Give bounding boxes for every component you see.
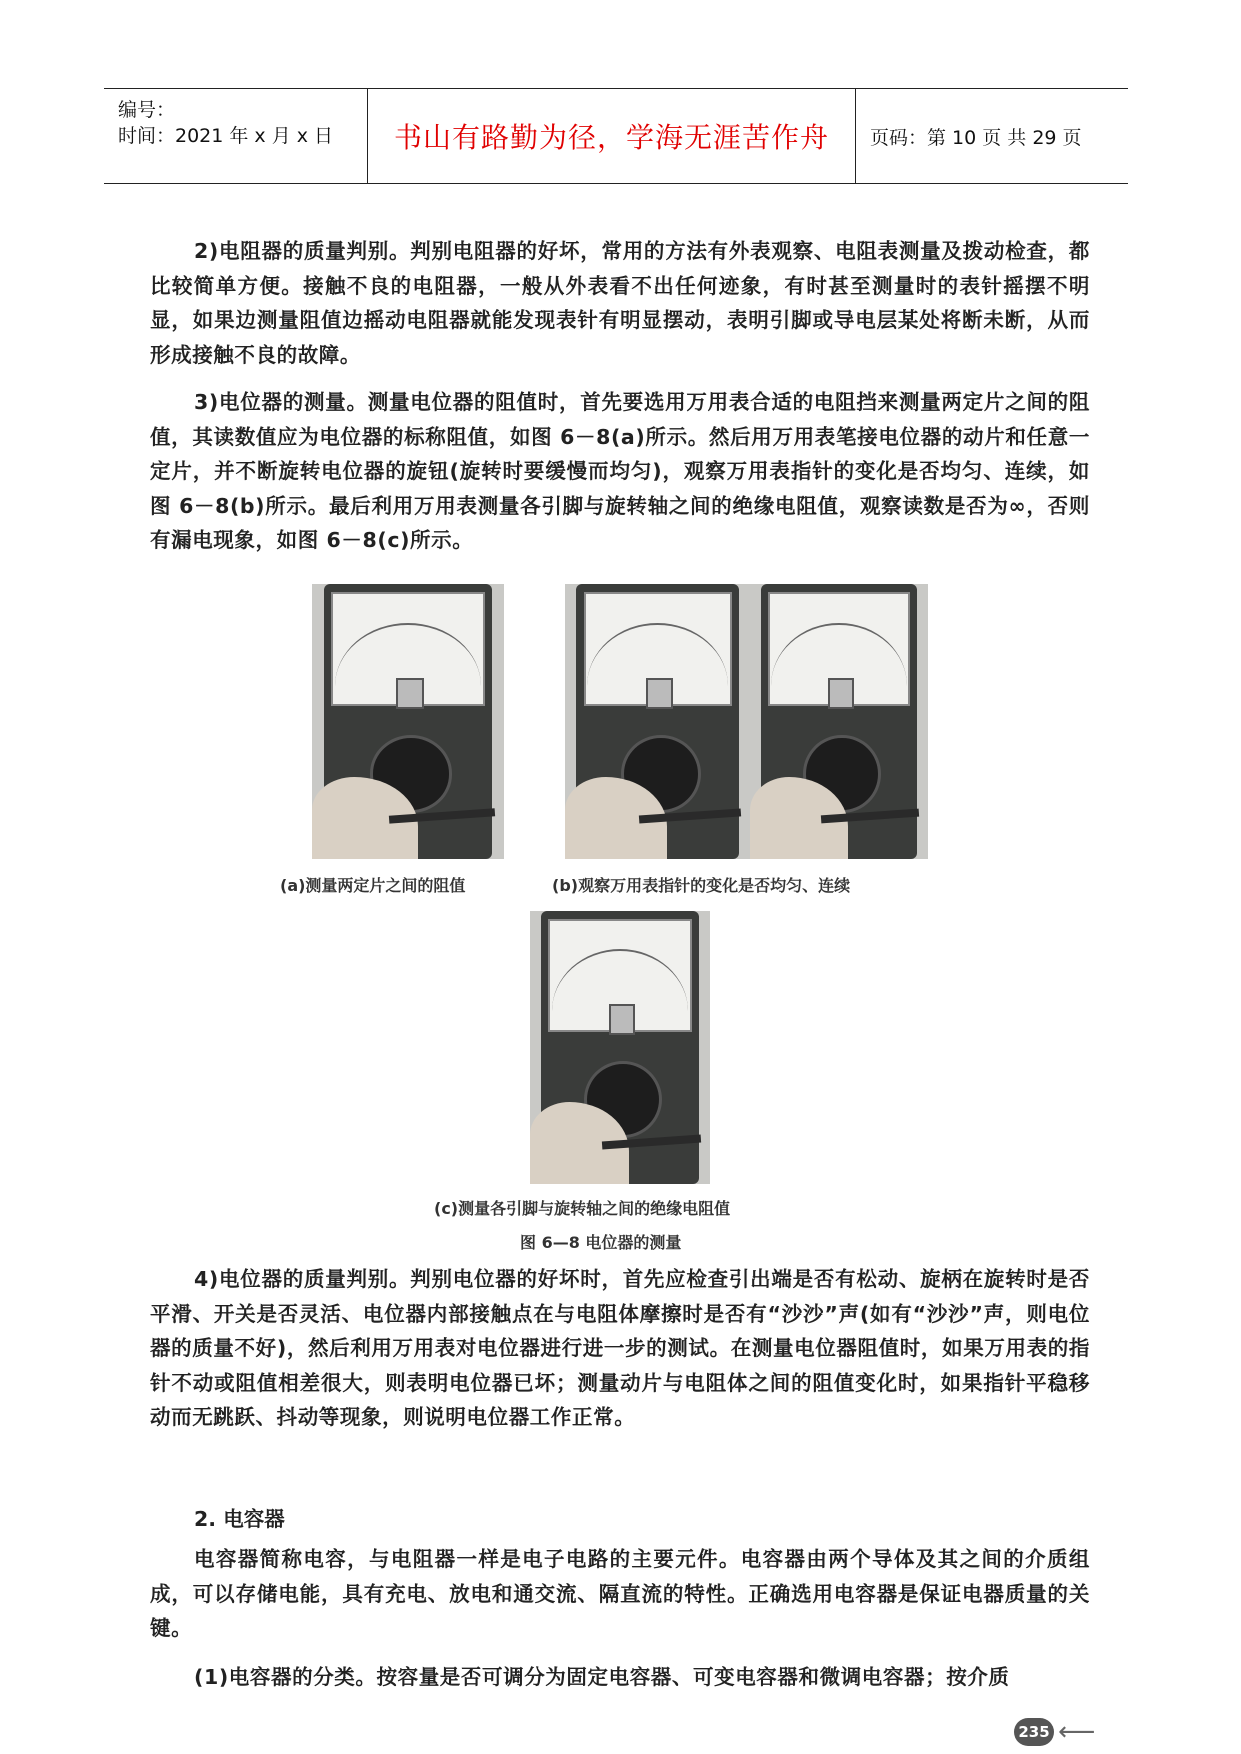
caption-b: (b)观察万用表指针的变化是否均匀、连续 — [552, 876, 851, 895]
meter-window — [828, 678, 853, 710]
paragraph-capacitor-intro: 电容器简称电容，与电阻器一样是电子电路的主要元件。电容器由两个导体及其之间的介质组成，可以存储电能，具有充电、放电和通交流、隔直流的特性。正确选用电容器是保证电器质量的关键。 — [150, 1547, 1090, 1640]
number-label: 编号： — [118, 99, 176, 121]
paragraph-capacitor-classification: (1)电容器的分类。按容量是否可调分为固定电容器、可变电容器和微调电容器；按介质 — [194, 1665, 1010, 1689]
photo-observe-needle-1 — [565, 584, 750, 859]
time-label: 时间：2021 年 x 月 x 日 — [118, 125, 334, 147]
paragraph-resistor-quality: 2)电阻器的质量判别。判别电阻器的好坏，常用的方法有外表观察、电阻表测量及拨动检查，都比较简单方便。接触不良的电阻器，一般从外表看不出任何迹象，有时甚至测量时的表针摇摆不明显，如果边测量阻值边摇动电阻器就能发现表针有明显摆动，表明引脚或导电层某处将断未断，从而形成接触不良的故障。 — [150, 239, 1090, 367]
photo-observe-needle-2 — [750, 584, 928, 859]
paragraph-potentiometer-quality: 4)电位器的质量判别。判别电位器的好坏时，首先应检查引出端是否有松动、旋柄在旋转时是否平滑、开关是否灵活、电位器内部接触点在与电阻体摩擦时是否有“沙沙”声(如有“沙沙”声，则电位器的质量不好)，然后利用万用表对电位器进行进一步的测试。在测量电位器阻值时，如果万用表的指针不动或阻值相差很大，则表明电位器已坏；测量动片与电阻体之间的阻值变化时，如果指针平稳移动而无跳跃、抖动等现象，则说明电位器工作正常。 — [150, 1267, 1090, 1429]
page-number-badge: 235 — [1014, 1718, 1054, 1746]
motto: 书山有路勤为径，学海无涯苦作舟 — [393, 121, 829, 154]
meter-window — [609, 1004, 635, 1035]
figure-title: 图 6—8 电位器的测量 — [520, 1233, 682, 1252]
header-middle-cell — [368, 89, 856, 183]
caption-c: (c)测量各引脚与旋转轴之间的绝缘电阻值 — [434, 1199, 731, 1218]
paragraph-potentiometer-measure: 3)电位器的测量。测量电位器的阻值时，首先要选用万用表合适的电阻挡来测量两定片之间的阻值，其读数值应为电位器的标称阻值，如图 6－8(a)所示。然后用万用表笔接电位器的动片和任意一定片，并不断旋转电位器的旋钮(旋转时要缓慢而均匀)，观察万用表指针的变化是否均匀、连续，如图 6－8(b)所示。最后利用万用表测量各引脚与旋转轴之间的绝缘电阻值，观察读数是否为∞，否则有漏电现象，如图 6－8(c)所示。 — [150, 390, 1090, 552]
caption-a: (a)测量两定片之间的阻值 — [280, 876, 466, 895]
header-left-cell — [104, 89, 368, 183]
meter-window — [396, 678, 423, 710]
photo-measure-fixed-pins — [312, 584, 504, 859]
header-table — [104, 88, 1128, 184]
left-arrow-icon: ⟵ — [1058, 1717, 1096, 1747]
header-right-cell — [856, 89, 1128, 183]
meter-window — [646, 678, 672, 710]
section-heading-capacitor: 2. 电容器 — [194, 1507, 285, 1531]
photo-insulation-resistance — [530, 911, 710, 1184]
page-label: 页码：第 10 页 共 29 页 — [870, 126, 1082, 149]
